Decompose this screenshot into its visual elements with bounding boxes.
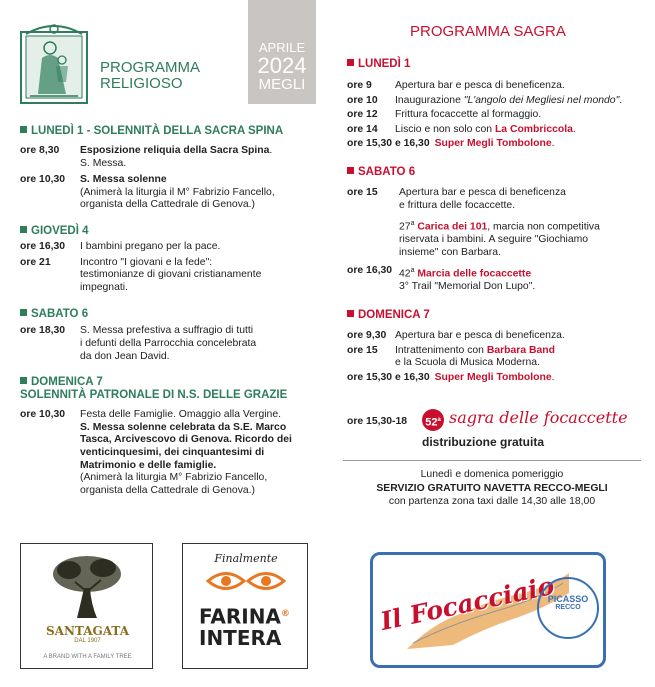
- farina-logo-text: FARINA® INTERA: [199, 604, 290, 650]
- list-item: ore 8,30 Esposizione reliquia della Sacra Spina. S. Messa.: [20, 145, 273, 169]
- date-place: MEGLI: [258, 76, 306, 93]
- list-item: ore 9,30 Apertura bar e pesca di beneficenza.: [347, 330, 565, 342]
- sponsor-santagata: SANTAGATA DAL 1907 A BRAND WITH A FAMILY TREE: [20, 543, 153, 669]
- sponsor-farina-intera: Finalmente FARINA® INTERA: [182, 543, 308, 669]
- list-item: ore 15,30 e 16,30 Super Megli Tombolone.: [347, 138, 555, 150]
- list-item: ore 15 Apertura bar e pesca di beneficenza e frittura delle focaccette. 27$^a$ Carica dei 101, marcia non competitiva riservata i bambini. A seguire "Giochiamo insieme" con Barbara.: [347, 186, 600, 258]
- section-domenica: DOMENICA 7 SOLENNITÀ PATRONALE DI N.S. DELLE GRAZIE ore 10,30 Festa delle Famiglie. Omaggio alla Vergine. S. Messa solenne celebrata da S.E. Marco Tasca, Arcivescovo di Genova. Ricordo dei venticinquesimi, dei cinquantesimi di Matrimonio e delle famiglie. (Animerà la liturgia M° Fabrizio Fancello, organista della Cattedrale di Genova.): [20, 376, 320, 497]
- sagra-title: PROGRAMMA SAGRA: [410, 23, 566, 40]
- bullet-square-icon: [20, 309, 27, 316]
- bullet-square-icon: [20, 377, 27, 384]
- section-sabato-sagra: SABATO 6 ore 15 Apertura bar e pesca di beneficenza e frittura delle focaccette. 27$^a$ Carica dei 101, marcia non competitiva riservata i bambini. A seguire "Giochiamo insieme" con Barbara. ore 16,30 42$^a$ Marcia delle focaccette 3° Trail "Memorial Don Lupo".: [347, 166, 642, 294]
- divider: [343, 460, 641, 461]
- edition-badge: 52$^a$: [422, 409, 444, 431]
- madonna-image: [20, 22, 88, 104]
- religious-title: PROGRAMMA RELIGIOSO: [100, 59, 201, 92]
- section-giovedi: GIOVEDÌ 4 ore 16,30 I bambini pregano per la pace. ore 21 Incontro "I giovani e la fede": testimonianze di giovani cristianamente impegnati.: [20, 225, 320, 294]
- list-item: ore 18,30 S. Messa prefestiva a suffragio di tutti i defunti della Parrocchia concelebrata da don Jean David.: [20, 325, 257, 362]
- date-box: [248, 0, 316, 104]
- date-month: APRILE: [258, 40, 306, 55]
- special-subtitle: distribuzione gratuita: [422, 435, 545, 449]
- section-sabato: SABATO 6 ore 18,30 S. Messa prefestiva a suffragio di tutti i defunti della Parrocchia concelebrata da don Jean David.: [20, 308, 320, 363]
- list-item: ore 15,30 e 16,30 Super Megli Tombolone.: [347, 371, 555, 383]
- bullet-square-icon: [347, 167, 354, 174]
- list-item: ore 15 Intrattenimento con Barbara Band e la Scuola di Musica Moderna.: [347, 344, 555, 369]
- shuttle-info: Lunedì e domenica pomeriggio SERVIZIO GRATUITO NAVETTA RECCO-MEGLI con partenza zona taxi dalle 14,30 alle 18,00: [376, 469, 608, 507]
- list-item: ore 16,30 42$^a$ Marcia delle focaccette 3° Trail "Memorial Don Lupo".: [347, 265, 536, 293]
- sagra-program: [347, 58, 642, 384]
- eyes-icon: [206, 568, 286, 594]
- special-time: ore 15,30-18: [347, 416, 408, 427]
- picasso-badge: PICASSO RECCO: [537, 577, 599, 639]
- section-lunedi: LUNEDÌ 1 - SOLENNITÀ DELLA SACRA SPINA ore 8,30 Esposizione reliquia della Sacra Spina. S. Messa. ore 10,30 S. Messa solenne (Animerà la liturgia il M° Fabrizio Fancello, organista della Cattedrale di Genova.): [20, 125, 320, 212]
- sagra-special: [347, 408, 647, 456]
- sagra-script-title: sagra delle focaccette: [449, 408, 628, 427]
- bullet-square-icon: [20, 126, 27, 133]
- bullet-square-icon: [347, 59, 354, 66]
- list-item: ore 12 Frittura focaccette al formaggio.: [347, 109, 542, 121]
- sponsor-focacciaio: [370, 552, 606, 668]
- list-item: ore 10,30 Festa delle Famiglie. Omaggio alla Vergine. S. Messa solenne celebrata da S.E. Marco Tasca, Arcivescovo di Genova. Ricordo dei venticinquesimi, dei cinquantesimi di Matrimonio e delle famiglie. (Animerà la liturgia M° Fabrizio Fancello, organista della Cattedrale di Genova.): [20, 409, 292, 496]
- list-item: ore 10,30 S. Messa solenne (Animerà la liturgia il M° Fabrizio Fancello, organista della Cattedrale di Genova.): [20, 174, 275, 211]
- bullet-square-icon: [20, 226, 27, 233]
- section-domenica-sagra: DOMENICA 7 ore 9,30 Apertura bar e pesca di beneficenza. ore 15 Intrattenimento con Barbara Band e la Scuola di Musica Moderna. ore 15,30 e 16,30 Super Megli Tombolone.: [347, 309, 642, 384]
- list-item: ore 14 Liscio e non solo con La Combriccola.: [347, 123, 576, 135]
- religious-program: [20, 125, 320, 497]
- section-lunedi-sagra: LUNEDÌ 1 ore 9 Apertura bar e pesca di beneficenza. ore 10 Inaugurazione "L'angolo dei Megliesi nel mondo". ore 12 Frittura focaccette al formaggio. ore 14 Liscio e non solo con La Combriccola. ore 15,30 e 16,30 Super Megli Tombolone.: [347, 58, 642, 151]
- date-year: 2024: [257, 53, 307, 78]
- focacciaio-title: Il Focacciaio: [377, 570, 557, 637]
- bullet-square-icon: [347, 310, 354, 317]
- list-item: ore 9 Apertura bar e pesca di beneficenza.: [347, 80, 565, 91]
- olive-tree-icon: [47, 552, 127, 622]
- list-item: ore 21 Incontro "I giovani e la fede": testimonianze di giovani cristianamente impegnati.: [20, 256, 262, 293]
- list-item: ore 10 Inaugurazione "L'angolo dei Megliesi nel mondo".: [347, 94, 623, 106]
- list-item: ore 16,30 I bambini pregano per la pace.: [20, 240, 221, 252]
- santagata-name: SANTAGATA: [45, 624, 129, 638]
